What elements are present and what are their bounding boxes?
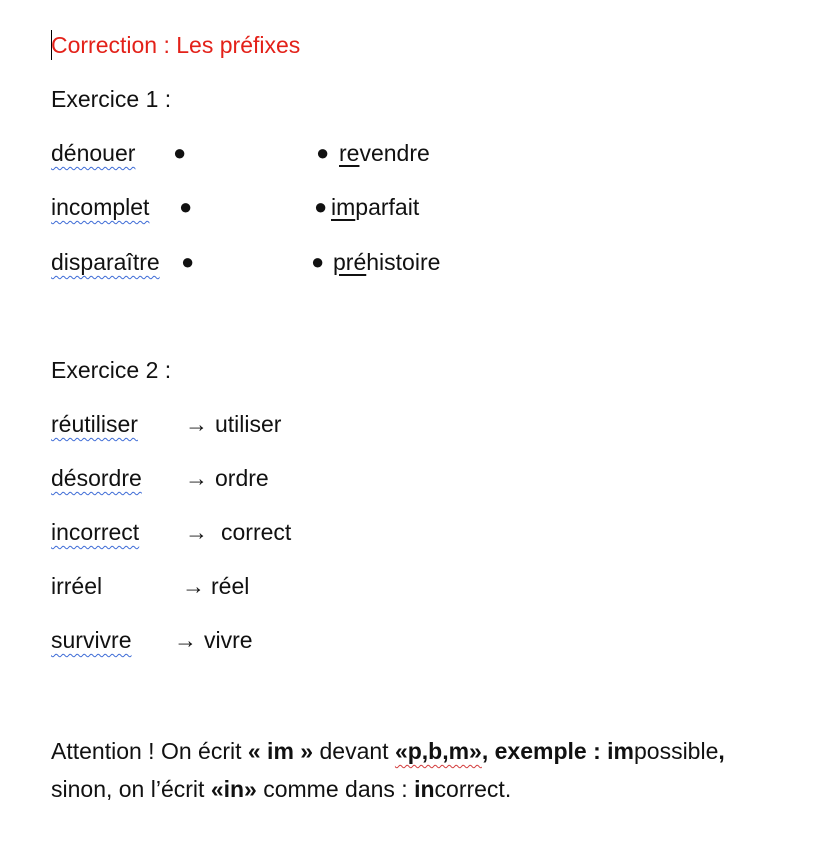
note-bold: in — [414, 776, 435, 802]
ex2-base: utiliser — [215, 411, 282, 437]
prefix: im — [331, 194, 356, 220]
ex1-left-word: incomplet — [51, 194, 150, 220]
note-text: sinon, on l’écrit — [51, 776, 211, 802]
attention-note — [51, 732, 781, 808]
arrow-icon: → — [185, 465, 208, 491]
ex2-word: irréel — [51, 573, 103, 599]
ex1-left-word: dénouer — [51, 140, 136, 166]
ex2-base: vivre — [204, 627, 253, 653]
ex2-base: correct — [221, 519, 292, 545]
ex2-word: désordre — [51, 465, 142, 491]
note-text: comme dans : — [256, 776, 415, 802]
prefix: re — [339, 140, 360, 166]
arrow-icon: → — [185, 411, 208, 437]
ex1-left-bullet[interactable]: ● — [181, 249, 195, 274]
note-bold: , — [718, 738, 725, 764]
exercise1-heading: Exercice 1 : — [51, 86, 172, 112]
note-bold: « im » — [247, 738, 314, 764]
ex2-word: survivre — [51, 627, 132, 653]
ex1-right-bullet[interactable]: ● — [316, 140, 330, 165]
word-rest: parfait — [355, 194, 420, 220]
ex1-right-word — [339, 138, 430, 168]
arrow-icon: → — [182, 573, 205, 599]
ex1-right-bullet[interactable]: ● — [314, 194, 328, 219]
page-title: Correction : Les préfixes — [51, 32, 301, 58]
ex2-base: réel — [211, 573, 250, 599]
note-bold: «in» — [210, 776, 257, 802]
note-text: correct. — [434, 776, 512, 802]
note-bold: «p,b,m» — [394, 738, 482, 764]
note-text: Attention ! On écrit — [51, 738, 248, 764]
note-bold: , exemple : im — [481, 738, 634, 764]
word-rest: histoire — [366, 249, 441, 275]
ex1-left-bullet[interactable]: ● — [179, 194, 193, 219]
ex2-base: ordre — [215, 465, 269, 491]
arrow-icon: → — [185, 519, 208, 545]
exercise2-heading: Exercice 2 : — [51, 357, 172, 383]
ex1-right-word — [333, 247, 440, 277]
ex1-right-word — [331, 192, 419, 222]
ex2-word: réutiliser — [51, 411, 138, 437]
arrow-icon: → — [174, 627, 197, 653]
ex1-left-word: disparaître — [51, 249, 160, 275]
ex1-left-bullet[interactable]: ● — [173, 140, 187, 165]
ex2-word: incorrect — [51, 519, 140, 545]
prefix: pré — [333, 249, 367, 275]
note-text: possible — [633, 738, 719, 764]
note-text: devant — [313, 738, 395, 764]
word-rest: vendre — [359, 140, 430, 166]
ex1-right-bullet[interactable]: ● — [311, 249, 325, 274]
